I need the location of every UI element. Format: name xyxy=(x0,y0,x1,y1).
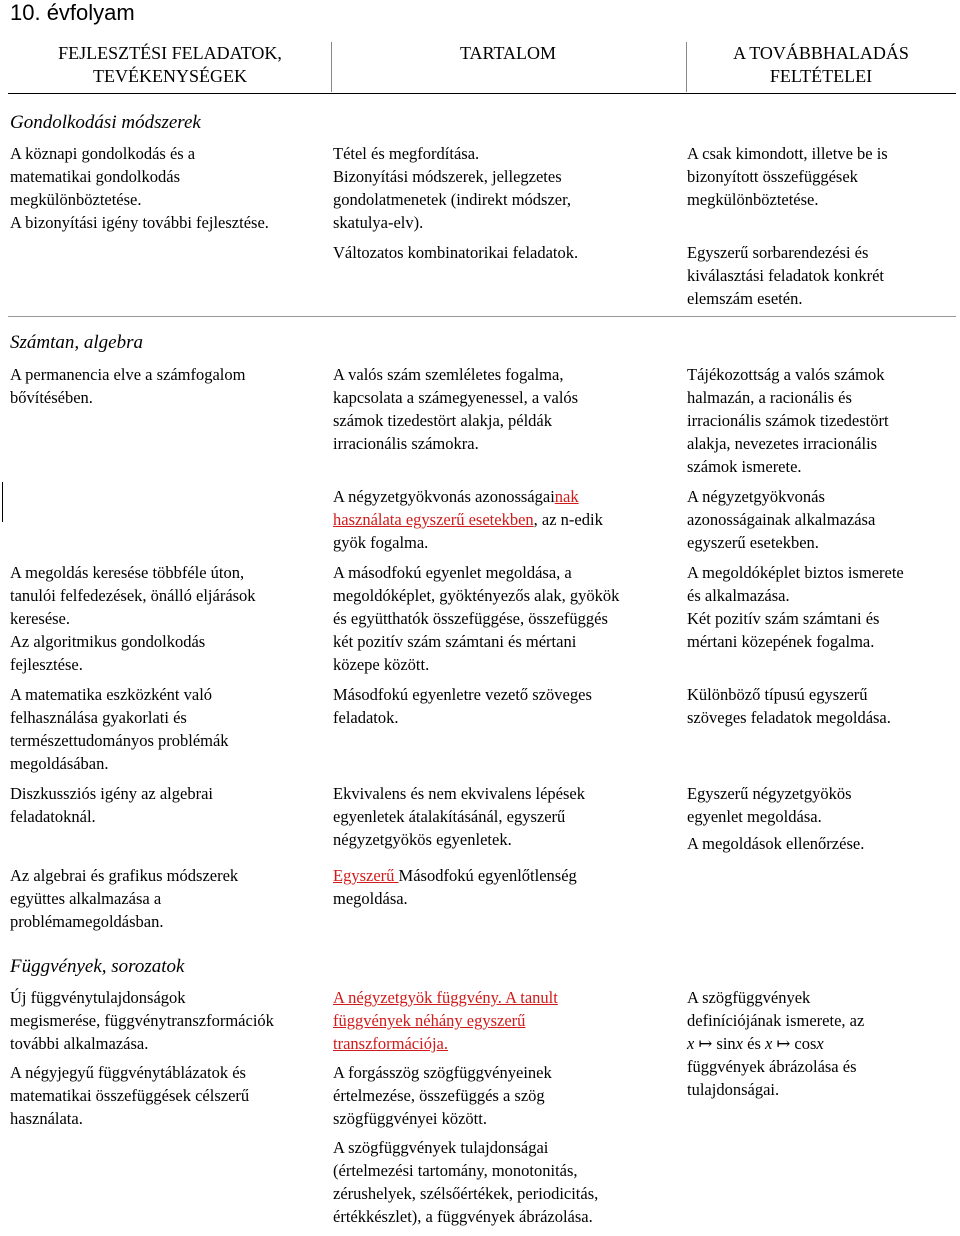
text-line: egyszerű esetekben. xyxy=(687,533,819,552)
row6-col3 xyxy=(687,683,891,729)
row1-col2 xyxy=(333,142,571,234)
header-separator xyxy=(331,42,332,92)
variable: x xyxy=(735,1034,743,1053)
text-line: számok tizedestört alakja, példák xyxy=(333,411,552,430)
text-line: értékkészlet), a függvények ábrázolása. xyxy=(333,1207,593,1226)
column-header-line: FELTÉTELEI xyxy=(769,66,873,86)
text-line: Bizonyítási módszerek, jellegzetes xyxy=(333,167,562,186)
text-line: tulajdonságai. xyxy=(687,1080,780,1099)
header-underline xyxy=(8,93,956,94)
text-line: szögfüggvényei között. xyxy=(333,1109,487,1128)
variable: x xyxy=(687,1034,695,1053)
row4-col2 xyxy=(333,485,603,554)
text-line: függvények ábrázolása és xyxy=(687,1057,857,1076)
text-line: A megoldás keresése többféle úton, xyxy=(10,563,245,582)
text-line: gondolatmenetek (indirekt módszer, xyxy=(333,190,572,209)
text-line: halmazán, a racionális és xyxy=(687,388,852,407)
text-line: Változatos kombinatorikai feladatok. xyxy=(333,243,579,262)
text-line: skatulya-elv). xyxy=(333,213,424,232)
formula-line xyxy=(687,1032,864,1055)
text-line: A permanencia elve a számfogalom xyxy=(10,365,246,384)
text-line: definíciójának ismerete, az xyxy=(687,1011,865,1030)
text-line: matematikai gondolkodás xyxy=(10,167,181,186)
text-line: Tétel és megfordítása. xyxy=(333,144,480,163)
text-line: szöveges feladatok megoldása. xyxy=(687,708,891,727)
text-line: felhasználása gyakorlati és xyxy=(10,708,187,727)
row6-col2 xyxy=(333,683,592,729)
text-line: együttes alkalmazása a xyxy=(10,889,162,908)
text-line: egyenletek átalakításánál, egyszerű xyxy=(333,807,566,826)
row5-col3 xyxy=(687,561,904,653)
text-line: feladatoknál. xyxy=(10,807,96,826)
text-line: A szögfüggvények xyxy=(687,988,811,1007)
text-line-highlight: függvények néhány egyszerű xyxy=(333,1011,526,1030)
text-line-highlight: transzformációja. xyxy=(333,1034,448,1053)
row2-col2 xyxy=(333,241,578,264)
row3-col1 xyxy=(10,363,245,409)
text-line: problémamegoldásban. xyxy=(10,912,164,931)
text-run: és xyxy=(747,1034,761,1053)
function-name: cos xyxy=(794,1034,817,1053)
text-line: Új függvénytulajdonságok xyxy=(10,988,186,1007)
text-line: megkülönböztetése. xyxy=(10,190,142,209)
section-heading: Számtan, algebra xyxy=(10,332,143,353)
text-line: matematikai összefüggések célszerű xyxy=(10,1086,250,1105)
row10-col1 xyxy=(10,1061,249,1130)
function-name: sin xyxy=(716,1034,736,1053)
row9-col2 xyxy=(333,986,558,1055)
text-line: mértani közepének fogalma. xyxy=(687,632,875,651)
change-bar xyxy=(2,482,3,522)
text-line: két pozitív szám számtani és mértani xyxy=(333,632,577,651)
column-header-line: A TOVÁBBHALADÁS xyxy=(733,43,909,63)
row4-col3 xyxy=(687,485,875,554)
text-line: tanulói felfedezések, önálló eljárások xyxy=(10,586,256,605)
text-line: A négyjegyű függvénytáblázatok és xyxy=(10,1063,246,1082)
text-line: A megoldások ellenőrzése. xyxy=(687,834,865,853)
text-line: négyzetgyökös egyenletek. xyxy=(333,830,512,849)
header-separator xyxy=(686,42,687,92)
text-line: A forgásszög szögfüggvényeinek xyxy=(333,1063,552,1082)
row6-col1 xyxy=(10,683,229,775)
text-run: A négyzetgyökvonás azonosságai xyxy=(333,487,555,506)
row7-col3 xyxy=(687,782,864,855)
text-line: Másodfokú egyenletre vezető szöveges xyxy=(333,685,592,704)
row11-col2 xyxy=(333,1136,598,1228)
text-line: A matematika eszközként való xyxy=(10,685,213,704)
text-line: természettudományos problémák xyxy=(10,731,229,750)
text-run: , az n-edik xyxy=(533,510,603,529)
text-line: gyök fogalma. xyxy=(333,533,429,552)
text-run-highlight: nak xyxy=(554,487,579,506)
row1-col3 xyxy=(687,142,888,211)
text-line: A megoldóképlet biztos ismerete xyxy=(687,563,904,582)
column-header-line: TEVÉKENYSÉGEK xyxy=(93,66,247,86)
row3-col3 xyxy=(687,363,889,478)
text-line: számok ismerete. xyxy=(687,457,802,476)
text-line: és együtthatók összefüggése, összefüggés xyxy=(333,609,608,628)
text-run-highlight: Egyszerű xyxy=(333,866,399,885)
maps-to-symbol: ↦ xyxy=(698,1034,713,1053)
text-line: irracionális számokra. xyxy=(333,434,479,453)
text-run-highlight: használata egyszerű esetekben xyxy=(333,510,534,529)
text-line-highlight: A négyzetgyök függvény. A tanult xyxy=(333,988,558,1007)
text-line: Az algoritmikus gondolkodás xyxy=(10,632,206,651)
text-run: Másodfokú egyenlőtlenség xyxy=(398,866,577,885)
row8-col1 xyxy=(10,864,238,933)
text-line: egyenlet megoldása. xyxy=(687,807,822,826)
column-header-line: TARTALOM xyxy=(459,43,557,63)
row7-col1 xyxy=(10,782,213,828)
text-line: feladatok. xyxy=(333,708,399,727)
text-line: Tájékozottság a valós számok xyxy=(687,365,885,384)
section-heading: Gondolkodási módszerek xyxy=(10,112,201,133)
text-line: A másodfokú egyenlet megoldása, a xyxy=(333,563,572,582)
text-line: bővítésében. xyxy=(10,388,93,407)
text-line: Egyszerű sorbarendezési és xyxy=(687,243,869,262)
text-line: használata. xyxy=(10,1109,83,1128)
row5-col2 xyxy=(333,561,619,676)
column-header-content xyxy=(332,42,684,65)
row7-col2 xyxy=(333,782,585,851)
text-line: megoldásában. xyxy=(10,754,109,773)
text-line: A bizonyítási igény további fejlesztése. xyxy=(10,213,269,232)
row10-col2 xyxy=(333,1061,552,1130)
text-line: értelmezése, összefüggés a szög xyxy=(333,1086,545,1105)
page-title: 10. évfolyam xyxy=(10,0,135,25)
text-line: A köznapi gondolkodás és a xyxy=(10,144,196,163)
text-line: megismerése, függvénytranszformációk xyxy=(10,1011,274,1030)
text-line: megoldása. xyxy=(333,889,408,908)
maps-to-symbol: ↦ xyxy=(776,1034,791,1053)
text-line: Egyszerű négyzetgyökös xyxy=(687,784,852,803)
text-line: zérushelyek, szélsőértékek, periodicitás, xyxy=(333,1184,599,1203)
text-line: (értelmezési tartomány, monotonitás, xyxy=(333,1161,578,1180)
text-line: irracionális számok tizedestört xyxy=(687,411,889,430)
text-line: A négyzetgyökvonás xyxy=(687,487,825,506)
row3-col2 xyxy=(333,363,578,455)
column-header-tasks xyxy=(10,42,330,88)
text-line xyxy=(333,864,577,887)
row2-col3 xyxy=(687,241,884,310)
section-divider xyxy=(8,316,956,317)
text-line: bizonyított összefüggések xyxy=(687,167,858,186)
text-line: kapcsolata a számegyenessel, a valós xyxy=(333,388,579,407)
text-line: fejlesztése. xyxy=(10,655,83,674)
text-line: Ekvivalens és nem ekvivalens lépések xyxy=(333,784,586,803)
row1-col1 xyxy=(10,142,269,234)
variable: x xyxy=(816,1034,824,1053)
text-line: Diszkussziós igény az algebrai xyxy=(10,784,213,803)
text-line: azonosságainak alkalmazása xyxy=(687,510,876,529)
text-line: és alkalmazása. xyxy=(687,586,790,605)
text-line: keresése. xyxy=(10,609,71,628)
row9-col1 xyxy=(10,986,274,1055)
text-line: A csak kimondott, illetve be is xyxy=(687,144,888,163)
text-line xyxy=(333,485,603,508)
column-header-line: FEJLESZTÉSI FELADATOK, xyxy=(58,43,282,63)
row5-col1 xyxy=(10,561,256,676)
text-line: alakja, nevezetes irracionális xyxy=(687,434,878,453)
variable: x xyxy=(765,1034,773,1053)
text-line: A valós szám szemléletes fogalma, xyxy=(333,365,564,384)
text-line: megoldóképlet, gyöktényezős alak, gyökök xyxy=(333,586,620,605)
row8-col2 xyxy=(333,864,577,910)
text-line: közepe között. xyxy=(333,655,430,674)
row9-col3 xyxy=(687,986,864,1101)
text-line: további alkalmazása. xyxy=(10,1034,149,1053)
column-header-requirements xyxy=(686,42,956,88)
text-line: Különböző típusú egyszerű xyxy=(687,685,868,704)
text-line: Az algebrai és grafikus módszerek xyxy=(10,866,239,885)
text-line: kiválasztási feladatok konkrét xyxy=(687,266,885,285)
text-line: elemszám esetén. xyxy=(687,289,803,308)
section-heading: Függvények, sorozatok xyxy=(10,956,185,977)
text-line: Két pozitív szám számtani és xyxy=(687,609,880,628)
text-line: A szögfüggvények tulajdonságai xyxy=(333,1138,549,1157)
text-line: megkülönböztetése. xyxy=(687,190,819,209)
text-line xyxy=(333,508,603,531)
